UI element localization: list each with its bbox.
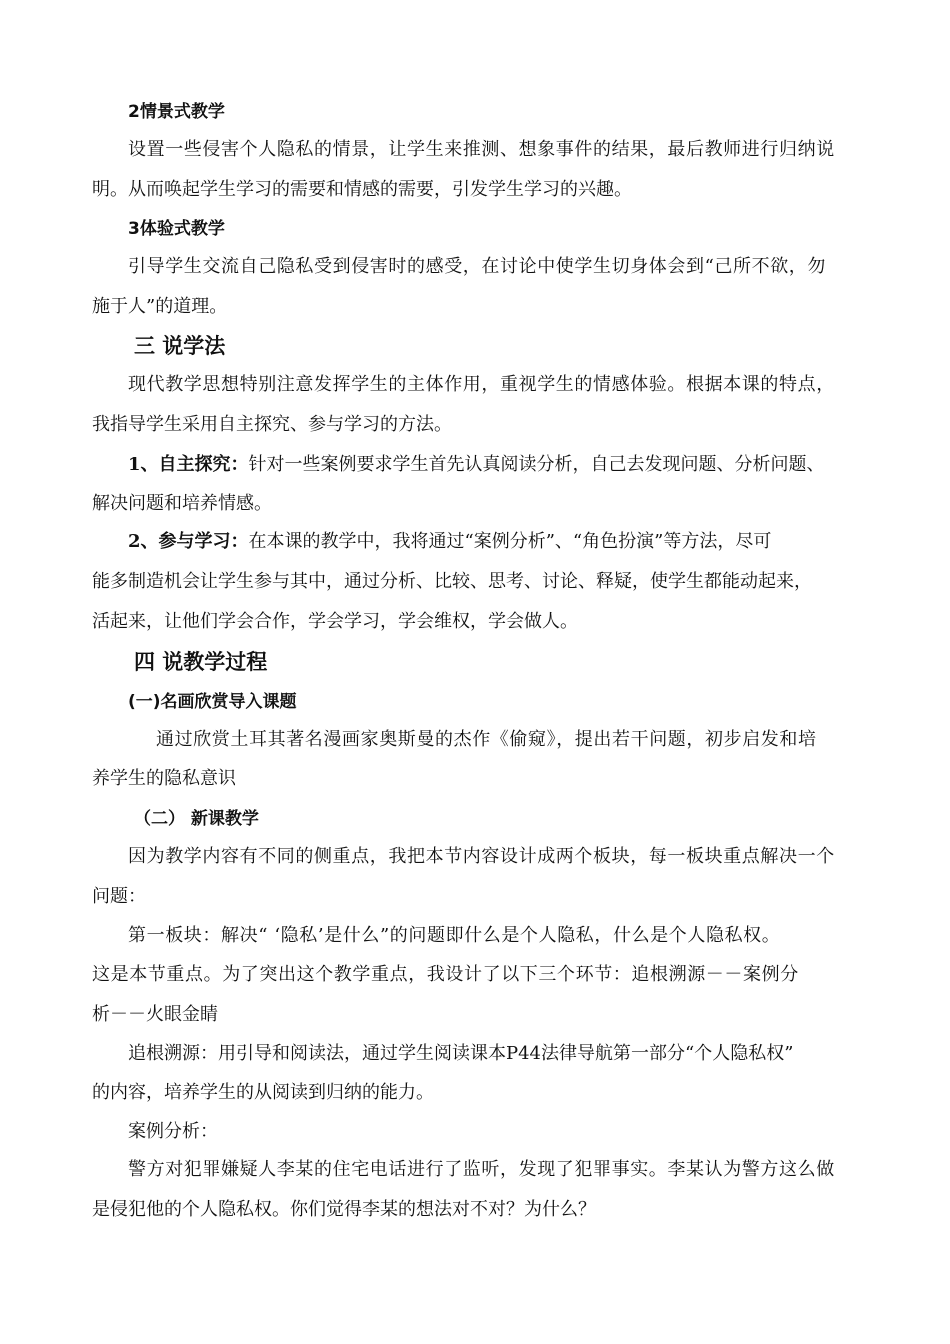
- method-item-autonomous-inquiry: [128, 453, 825, 477]
- paragraph-line: 问题：: [92, 886, 146, 907]
- method-item-participatory-learning: [128, 530, 771, 554]
- paragraph-line: 明。从而唤起学生学习的需要和情感的需要，引发学生学习的兴趣。: [92, 179, 632, 200]
- paragraph-line: 是侵犯他的个人隐私权。你们觉得李某的想法对不对？为什么？: [92, 1199, 596, 1220]
- paragraph-line: 这是本节重点。为了突出这个教学重点，我设计了以下三个环节：追根溯源－－案例分: [92, 964, 799, 985]
- paragraph-line: 引导学生交流自己隐私受到侵害时的感受，在讨论中使学生切身体会到“己所不欲，勿: [128, 256, 826, 277]
- paragraph-line: 警方对犯罪嫌疑人李某的住宅电话进行了监听，发现了犯罪事实。李某认为警方这么做: [128, 1159, 835, 1180]
- section-title-situational-teaching: 2情景式教学: [128, 102, 225, 122]
- subsection-title-new-lesson: （二） 新课教学: [134, 809, 259, 829]
- paragraph-line: 追根溯源：用引导和阅读法，通过学生阅读课本P44法律导航第一部分“个人隐私权”: [128, 1043, 794, 1064]
- method-label: 1、自主探究：: [128, 454, 249, 475]
- paragraph-line: 的内容，培养学生的从阅读到归纳的能力。: [92, 1082, 434, 1103]
- paragraph-line: 析－－火眼金睛: [92, 1004, 218, 1025]
- paragraph-line: 能多制造机会让学生参与其中，通过分析、比较、思考、讨论、释疑，使学生都能动起来，: [92, 571, 812, 592]
- paragraph-line: 设置一些侵害个人隐私的情景，让学生来推测、想象事件的结果，最后教师进行归纳说: [128, 139, 835, 160]
- paragraph-line: 因为教学内容有不同的侧重点，我把本节内容设计成两个板块，每一板块重点解决一个: [128, 846, 835, 867]
- case-analysis-title: 案例分析：: [128, 1121, 218, 1142]
- paragraph-line: 解决问题和培养情感。: [92, 493, 272, 514]
- paragraph-line: 现代教学思想特别注意发挥学生的主体作用，重视学生的情感体验。根据本课的特点，: [128, 374, 835, 395]
- heading-teaching-process: 四 说教学过程: [134, 650, 268, 674]
- paragraph-line: 养学生的隐私意识: [92, 768, 236, 789]
- paragraph-line: 第一板块：解决“ ‘隐私’是什么”的问题即什么是个人隐私，什么是个人隐私权。: [128, 925, 781, 946]
- paragraph-line: 我指导学生采用自主探究、参与学习的方法。: [92, 414, 452, 435]
- method-text: 针对一些案例要求学生首先认真阅读分析，自己去发现问题、分析问题、: [248, 454, 825, 475]
- heading-study-methods: 三 说学法: [134, 334, 226, 358]
- subsection-title-painting-appreciation: (一)名画欣赏导入课题: [128, 692, 297, 712]
- paragraph-line: 活起来，让他们学会合作，学会学习，学会维权，学会做人。: [92, 611, 578, 632]
- method-text: 在本课的教学中，我将通过“案例分析”、“角色扮演”等方法，尽可: [248, 531, 772, 552]
- section-title-experiential-teaching: 3体验式教学: [128, 219, 225, 239]
- paragraph-line: 通过欣赏土耳其著名漫画家奥斯曼的杰作《偷窥》，提出若干问题，初步启发和培: [156, 729, 817, 750]
- paragraph-line: 施于人”的道理。: [92, 296, 228, 317]
- method-label: 2、参与学习：: [128, 531, 249, 552]
